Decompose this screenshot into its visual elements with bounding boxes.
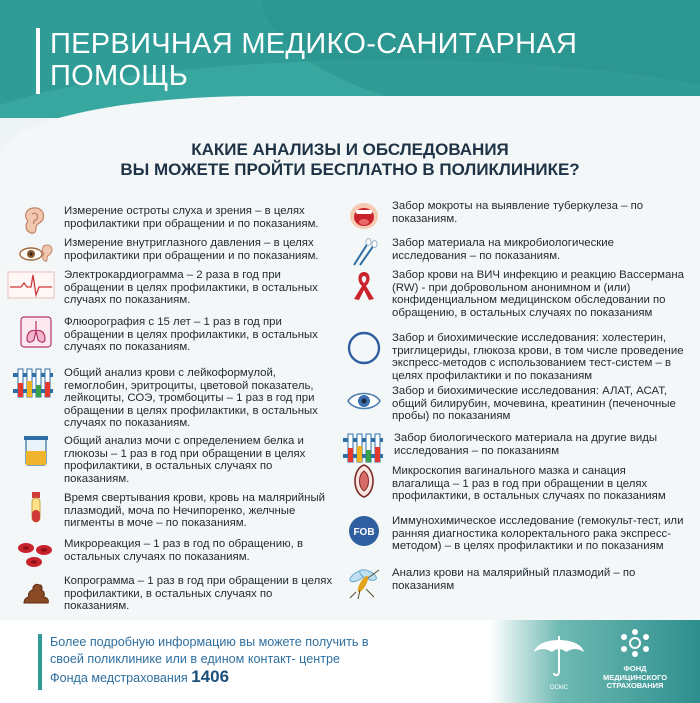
item-text: Копрограмма – 1 раз в год при обращении в целях профилактики, в остальных случаях по показаниям. — [64, 575, 333, 613]
subtitle-line: ВЫ МОЖЕТЕ ПРОЙТИ БЕСПЛАТНО В ПОЛИКЛИНИКЕ? — [120, 160, 580, 179]
item-text: Анализ крови на малярийный плазмодий – по показаниям — [392, 567, 636, 592]
item-text: Измерение внутриглазного давления – в целях профилактики при обращении и по показаниям. — [64, 237, 319, 262]
item-text: Общий анализ крови с лейкоформулой, гемоглобин, эритроциты, цветовой показатель, лейкоциты, СОЭ, тромбоциты – 1 раз в год при обращении в целях профилактики, в остальных случаях по показаниям. — [64, 367, 318, 430]
list-item — [16, 435, 339, 485]
fund-logo-text: СТРАХОВАНИЯ — [606, 681, 664, 690]
item-text: Микроскопия вагинального мазка и санация влагалища – 1 раз в год при обращении в целях профилактики, в остальных случаях по показаниям — [392, 465, 666, 503]
mosquito-icon — [344, 567, 384, 599]
ecg-icon — [6, 269, 56, 301]
list-item — [16, 316, 339, 354]
fund-logo-text: ФОНД — [623, 664, 647, 673]
list-item — [16, 575, 339, 613]
fob-icon — [344, 515, 384, 547]
page-title-line: ПОМОЩЬ — [50, 60, 189, 92]
item-text: Забор мокроты на выявление туберкулеза – по показаниям. — [392, 200, 644, 225]
page-title — [50, 28, 690, 92]
list-item — [344, 200, 684, 232]
blood-cells-icon — [16, 538, 56, 570]
list-item — [6, 269, 339, 307]
fund-logo — [600, 628, 670, 694]
item-text: Иммунохимическое исследование (гемокульт-тест, или ранняя диагностика колоректального рака экспресс-методом) – в целях профилактики и по показаниям — [392, 515, 684, 553]
mouth-icon — [344, 200, 384, 232]
list-item — [344, 385, 684, 423]
ribbon-icon — [344, 269, 384, 301]
list-item — [16, 237, 339, 269]
list-item — [344, 567, 684, 599]
footer-accent-bar — [38, 634, 42, 690]
footer — [0, 620, 700, 703]
ear-icon — [16, 205, 56, 237]
lungs-icon — [16, 316, 56, 348]
item-text: Забор и биохимические исследования: АЛАТ, АСАТ, общий билирубин, мочевина, креатинин (печеночные пробы) по показаниям — [392, 385, 676, 423]
item-text: Время свертывания крови, кровь на малярийный плазмодий, моча по Нечипоренко, желчные пигменты в моче – по показаниям. — [64, 492, 325, 530]
osms-logo — [530, 628, 588, 694]
item-text: Флюорография с 15 лет – 1 раз в год при обращении в целях профилактики, в остальных случаях по показаниям. — [64, 316, 318, 354]
item-text: Забор материала на микробиологические исследования – по показаниям. — [392, 237, 614, 262]
list-item — [10, 367, 339, 430]
page-title-line: ПЕРВИЧНАЯ МЕДИКО-САНИТАРНАЯ — [50, 28, 578, 60]
subtitle — [40, 140, 660, 180]
item-text: Измерение остроты слуха и зрения – в целях профилактики при обращении и по показаниям. — [64, 205, 319, 230]
list-item — [16, 205, 339, 237]
stool-icon — [16, 575, 56, 607]
fund-logo-text: МЕДИЦИНСКОГО — [602, 672, 668, 682]
test-tubes-icon — [10, 367, 56, 399]
fob-label: FOB — [353, 527, 375, 538]
urine-cup-icon — [16, 435, 56, 467]
item-text: Электрокардиограмма – 2 раза в год при обращении в целях профилактики, в остальных случаях по показаниям. — [64, 269, 318, 307]
item-text: Забор крови на ВИЧ инфекцию и реакцию Вассермана (RW) - при добровольном анонимном и (или) конфиденциальном медицинском обследовании по обращению, в остальных случаях по показаниям — [392, 269, 684, 319]
blood-tube-icon — [16, 492, 56, 524]
item-text: Забор биологического материала на другие виды исследования – по показаниям — [394, 432, 658, 457]
item-text: Общий анализ мочи с определением белка и глюкозы – 1 раз в год при обращении в целях профилактики, в остальных случаях по показаниям. — [64, 435, 306, 485]
eye-icon — [344, 385, 384, 417]
subtitle-line: КАКИЕ АНАЛИЗЫ И ОБСЛЕДОВАНИЯ — [191, 140, 509, 159]
footer-text — [50, 634, 370, 687]
list-item — [344, 269, 684, 319]
contact-phone: 1406 — [191, 667, 230, 686]
list-item — [340, 432, 680, 464]
list-item — [344, 237, 684, 269]
list-item — [16, 538, 339, 570]
item-text: Забор и биохимические исследования: холестерин, триглицериды, глюкоза крови, в том числе проведение экспресс-методов с использованием тест-систем – в целях профилактики и по показаниям — [392, 332, 684, 382]
swabs-icon — [344, 237, 384, 269]
circle-icon — [344, 332, 384, 364]
header-accent-bar — [36, 28, 40, 94]
microscopy-icon — [344, 465, 384, 497]
test-tubes-icon — [340, 432, 386, 464]
list-item — [16, 492, 339, 530]
osms-logo-text: ОСМС — [549, 685, 569, 691]
list-item — [344, 332, 684, 382]
footer-info: Более подробную информацию вы можете получить в своей поликлинике или в едином контакт- центре Фонда медстрахования — [50, 635, 369, 685]
list-item — [344, 465, 684, 503]
item-text: Микрореакция – 1 раз в год по обращению, в остальных случаях по показаниям. — [64, 538, 304, 563]
eye-ear-icon — [16, 237, 56, 269]
list-item — [344, 515, 684, 553]
